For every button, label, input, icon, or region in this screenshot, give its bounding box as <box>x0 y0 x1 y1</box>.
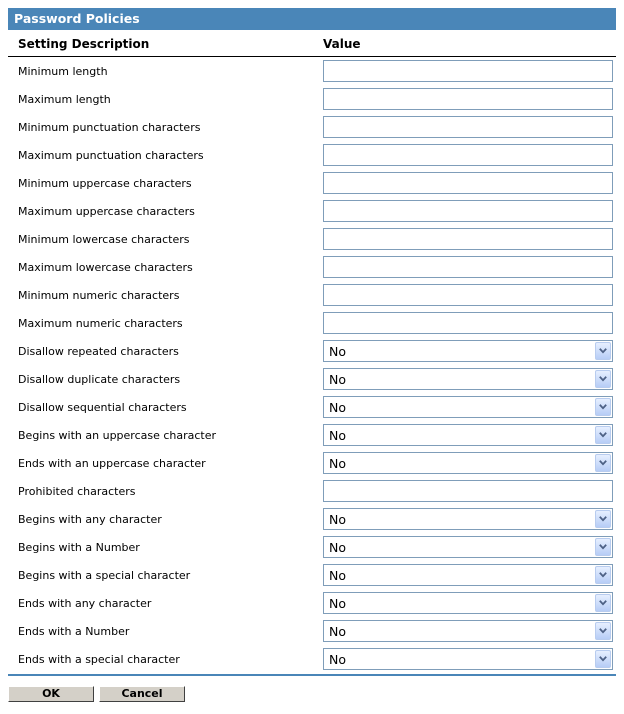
setting-row <box>8 449 616 477</box>
setting-row <box>8 225 616 253</box>
chevron-down-icon <box>599 628 607 634</box>
chevron-down-icon <box>599 404 607 410</box>
column-headers <box>8 30 616 57</box>
setting-row <box>8 505 616 533</box>
setting-label: Maximum numeric characters <box>18 317 183 330</box>
dropdown-toggle-button[interactable] <box>595 398 611 416</box>
column-header-value: Value <box>323 37 361 51</box>
setting-row <box>8 365 616 393</box>
setting-value-input[interactable] <box>323 312 613 334</box>
dropdown-selected-value: No <box>329 596 346 611</box>
setting-row <box>8 337 616 365</box>
chevron-down-icon <box>599 572 607 578</box>
chevron-down-icon <box>599 460 607 466</box>
cancel-button[interactable]: Cancel <box>99 686 185 702</box>
chevron-down-icon <box>599 348 607 354</box>
dropdown-toggle-button[interactable] <box>595 342 611 360</box>
dropdown-selected-value: No <box>329 456 346 471</box>
dropdown-toggle-button[interactable] <box>595 426 611 444</box>
setting-label: Maximum punctuation characters <box>18 149 204 162</box>
setting-value-dropdown[interactable] <box>323 536 613 558</box>
dropdown-toggle-button[interactable] <box>595 538 611 556</box>
setting-value-dropdown[interactable] <box>323 564 613 586</box>
panel-title: Password Policies <box>8 8 616 30</box>
setting-label: Minimum uppercase characters <box>18 177 192 190</box>
setting-value-input[interactable] <box>323 144 613 166</box>
chevron-down-icon <box>599 544 607 550</box>
setting-row <box>8 645 616 673</box>
setting-value-dropdown[interactable] <box>323 368 613 390</box>
chevron-down-icon <box>599 432 607 438</box>
dropdown-selected-value: No <box>329 624 346 639</box>
setting-label: Disallow sequential characters <box>18 401 187 414</box>
setting-row <box>8 57 616 85</box>
setting-value-dropdown[interactable] <box>323 508 613 530</box>
setting-value-dropdown[interactable] <box>323 620 613 642</box>
chevron-down-icon <box>599 516 607 522</box>
setting-row <box>8 141 616 169</box>
setting-label: Disallow repeated characters <box>18 345 179 358</box>
setting-value-input[interactable] <box>323 228 613 250</box>
setting-row <box>8 561 616 589</box>
dropdown-selected-value: No <box>329 540 346 555</box>
password-policies-panel <box>8 8 616 673</box>
setting-value-input[interactable] <box>323 256 613 278</box>
settings-rows <box>8 57 616 673</box>
setting-label: Ends with any character <box>18 597 152 610</box>
setting-value-input[interactable] <box>323 116 613 138</box>
dropdown-selected-value: No <box>329 568 346 583</box>
setting-value-dropdown[interactable] <box>323 396 613 418</box>
dropdown-selected-value: No <box>329 372 346 387</box>
setting-row <box>8 169 616 197</box>
dropdown-selected-value: No <box>329 512 346 527</box>
setting-row <box>8 197 616 225</box>
setting-row <box>8 113 616 141</box>
dropdown-toggle-button[interactable] <box>595 594 611 612</box>
setting-row <box>8 253 616 281</box>
setting-label: Begins with a special character <box>18 569 191 582</box>
setting-row <box>8 309 616 337</box>
setting-row <box>8 589 616 617</box>
setting-label: Minimum punctuation characters <box>18 121 201 134</box>
setting-row <box>8 477 616 505</box>
chevron-down-icon <box>599 656 607 662</box>
setting-label: Minimum length <box>18 65 108 78</box>
setting-value-dropdown[interactable] <box>323 452 613 474</box>
setting-label: Ends with an uppercase character <box>18 457 206 470</box>
setting-row <box>8 617 616 645</box>
setting-label: Disallow duplicate characters <box>18 373 181 386</box>
setting-value-input[interactable] <box>323 172 613 194</box>
setting-value-input[interactable] <box>323 88 613 110</box>
dropdown-toggle-button[interactable] <box>595 370 611 388</box>
dropdown-toggle-button[interactable] <box>595 454 611 472</box>
dropdown-selected-value: No <box>329 652 346 667</box>
ok-button[interactable]: OK <box>8 686 94 702</box>
setting-value-dropdown[interactable] <box>323 424 613 446</box>
dropdown-toggle-button[interactable] <box>595 622 611 640</box>
setting-label: Prohibited characters <box>18 485 136 498</box>
setting-label: Minimum numeric characters <box>18 289 180 302</box>
setting-row <box>8 393 616 421</box>
column-header-setting-description: Setting Description <box>18 37 150 51</box>
setting-row <box>8 533 616 561</box>
setting-row <box>8 421 616 449</box>
dropdown-selected-value: No <box>329 344 346 359</box>
setting-label: Ends with a Number <box>18 625 130 638</box>
setting-value-dropdown[interactable] <box>323 592 613 614</box>
setting-label: Minimum lowercase characters <box>18 233 190 246</box>
setting-label: Begins with an uppercase character <box>18 429 217 442</box>
chevron-down-icon <box>599 376 607 382</box>
setting-value-dropdown[interactable] <box>323 340 613 362</box>
dropdown-selected-value: No <box>329 428 346 443</box>
setting-label: Maximum length <box>18 93 111 106</box>
setting-label: Maximum uppercase characters <box>18 205 195 218</box>
setting-label: Begins with any character <box>18 513 162 526</box>
setting-value-input[interactable] <box>323 200 613 222</box>
setting-value-input[interactable] <box>323 480 613 502</box>
setting-value-dropdown[interactable] <box>323 648 613 670</box>
setting-value-input[interactable] <box>323 60 613 82</box>
dropdown-toggle-button[interactable] <box>595 566 611 584</box>
dropdown-toggle-button[interactable] <box>595 650 611 668</box>
setting-value-input[interactable] <box>323 284 613 306</box>
setting-row <box>8 281 616 309</box>
footer-divider <box>8 674 616 676</box>
setting-label: Maximum lowercase characters <box>18 261 193 274</box>
setting-label: Ends with a special character <box>18 653 180 666</box>
setting-row <box>8 85 616 113</box>
dropdown-selected-value: No <box>329 400 346 415</box>
dropdown-toggle-button[interactable] <box>595 510 611 528</box>
setting-label: Begins with a Number <box>18 541 140 554</box>
chevron-down-icon <box>599 600 607 606</box>
